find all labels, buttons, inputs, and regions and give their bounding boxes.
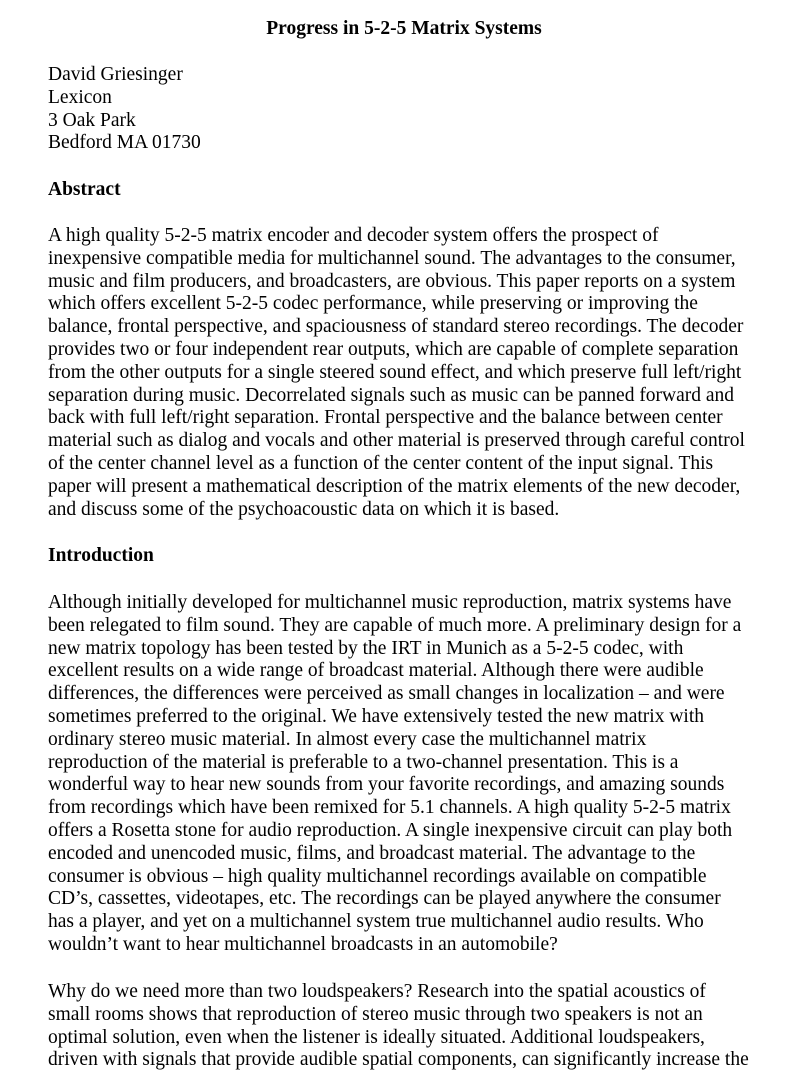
intro-line: new matrix topology has been tested by the IRT in Munich as a 5-2-5 codec, with: [48, 637, 684, 659]
author-name: David Griesinger: [48, 64, 183, 85]
intro-line: sometimes preferred to the original. We have extensively tested the new matrix with: [48, 705, 704, 727]
abstract-line: music and film producers, and broadcasters, are obvious. This paper reports on a system: [48, 270, 736, 292]
author-street: 3 Oak Park: [48, 109, 136, 131]
intro-line: Although initially developed for multichannel music reproduction, matrix systems have: [48, 592, 732, 613]
intro-line: ordinary stereo music material. In almost every case the multichannel matrix: [48, 728, 647, 750]
intro-line: has a player, and yet on a multichannel system true multichannel audio results. Who: [48, 911, 704, 933]
abstract-line: material such as dialog and vocals and other material is preserved through careful control: [48, 430, 745, 452]
abstract-line: separation during music. Decorrelated signals such as music can be panned forward and: [48, 384, 735, 406]
intro-line: encoded and unencoded music, films, and broadcast material. The advantage to the: [48, 842, 696, 864]
intro-line: offers a Rosetta stone for audio reproduction. A single inexpensive circuit can play both: [48, 819, 733, 841]
intro-line: reproduction of the material is preferable to a two-channel presentation. This is a: [48, 751, 679, 773]
intro-line: from recordings which have been remixed for 5.1 channels. A high quality 5-2-5 matrix: [48, 797, 731, 819]
intro-line: driven with signals that provide audible spatial components, can significantly increase the: [48, 1049, 749, 1071]
intro-line: consumer is obvious – high quality multichannel recordings available on compatible: [48, 865, 707, 887]
abstract-line: back with full left/right separation. Frontal perspective and the balance between center: [48, 407, 723, 429]
abstract-line: from the other outputs for a single steered sound effect, and which preserve full left/right: [48, 361, 742, 383]
abstract-line: provides two or four independent rear outputs, which are capable of complete separation: [48, 338, 739, 360]
author-city: Bedford MA 01730: [48, 132, 201, 154]
abstract-heading: Abstract: [48, 179, 121, 200]
intro-line: been relegated to film sound. They are capable of much more. A preliminary design for a: [48, 614, 742, 636]
paper-title: Progress in 5-2-5 Matrix Systems: [266, 18, 542, 39]
abstract-line: paper will present a mathematical description of the matrix elements of the new decoder,: [48, 475, 741, 497]
abstract-line: balance, frontal perspective, and spaciousness of standard stereo recordings. The decoder: [48, 316, 744, 338]
intro-line: excellent results on a wide range of broadcast material. Although there were audible: [48, 660, 704, 682]
author-affiliation: Lexicon: [48, 86, 112, 108]
intro-line: optimal solution, even when the listener is ideally situated. Additional loudspeakers,: [48, 1026, 705, 1048]
abstract-line: A high quality 5-2-5 matrix encoder and decoder system offers the prospect of: [48, 225, 659, 246]
intro-line: Why do we need more than two loudspeakers? Research into the spatial acoustics of: [48, 981, 706, 1002]
abstract-line: inexpensive compatible media for multichannel sound. The advantages to the consumer,: [48, 247, 736, 269]
intro-line: wouldn’t want to hear multichannel broadcasts in an automobile?: [48, 933, 558, 955]
author-block: [48, 64, 776, 155]
abstract-line: and discuss some of the psychoacoustic data on which it is based.: [48, 498, 560, 520]
intro-line: small rooms shows that reproduction of stereo music through two speakers is not an: [48, 1003, 703, 1025]
intro-line: wonderful way to hear new sounds from your favorite recordings, and amazing sounds: [48, 774, 725, 796]
introduction-paragraph-1: [48, 592, 776, 957]
abstract-line: of the center channel level as a function of the center content of the input signal. This: [48, 452, 714, 474]
abstract-line: which offers excellent 5-2-5 codec performance, while preserving or improving the: [48, 293, 698, 315]
abstract-paragraph: [48, 225, 776, 521]
intro-line: CD’s, cassettes, videotapes, etc. The recordings can be played anywhere the consumer: [48, 888, 721, 910]
intro-line: differences, the differences were perceived as small changes in localization – and were: [48, 683, 725, 705]
introduction-paragraph-2: [48, 981, 776, 1072]
introduction-heading: Introduction: [48, 545, 154, 566]
